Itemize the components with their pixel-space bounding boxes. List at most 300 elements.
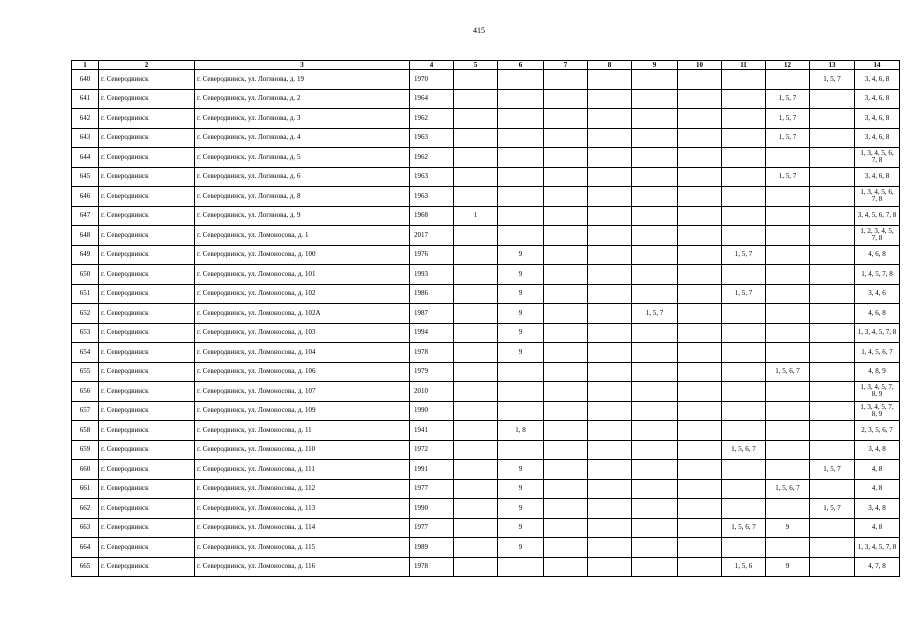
table-cell-col-1: 647 xyxy=(72,206,99,226)
table-cell-col-14: 1, 3, 4, 5, 7, 8 xyxy=(855,538,900,558)
table-cell-col-7 xyxy=(544,304,588,324)
table-cell-col-1: 663 xyxy=(72,518,99,538)
table-row xyxy=(72,128,900,148)
table-cell-col-13 xyxy=(810,343,855,363)
table-cell-col-3: г. Северодвинск, ул. Ломоносова, д. 111 xyxy=(195,460,410,480)
table-cell-col-6 xyxy=(498,401,544,421)
table-cell-col-10 xyxy=(678,206,722,226)
table-cell-col-4: 1994 xyxy=(410,323,454,343)
table-cell-col-14: 4, 6, 8 xyxy=(855,245,900,265)
table-cell-col-11 xyxy=(722,109,766,129)
table-row xyxy=(72,440,900,460)
table-cell-col-14: 4, 8 xyxy=(855,460,900,480)
table-cell-col-3: г. Северодвинск, ул. Ломоносова, д. 106 xyxy=(195,362,410,382)
table-cell-col-6 xyxy=(498,226,544,246)
table-cell-col-1: 651 xyxy=(72,284,99,304)
table-cell-col-1: 662 xyxy=(72,499,99,519)
table-cell-col-13 xyxy=(810,479,855,499)
table-cell-col-13 xyxy=(810,382,855,402)
table-cell-col-8 xyxy=(588,421,632,441)
table-cell-col-13 xyxy=(810,401,855,421)
table-row xyxy=(72,89,900,109)
table-cell-col-13 xyxy=(810,518,855,538)
table-cell-col-13 xyxy=(810,109,855,129)
table-cell-col-5 xyxy=(454,499,498,519)
table-cell-col-13 xyxy=(810,148,855,168)
table-cell-col-14: 4, 8 xyxy=(855,518,900,538)
table-cell-col-8 xyxy=(588,128,632,148)
table-cell-col-2: г. Северодвинск xyxy=(99,362,195,382)
table-cell-col-6 xyxy=(498,128,544,148)
table-cell-col-8 xyxy=(588,245,632,265)
table-cell-col-12: 1, 5, 6, 7 xyxy=(766,479,810,499)
table-cell-col-13 xyxy=(810,440,855,460)
table-cell-col-1: 649 xyxy=(72,245,99,265)
table-row xyxy=(72,167,900,187)
table-cell-col-1: 660 xyxy=(72,460,99,480)
table-row xyxy=(72,362,900,382)
table-cell-col-11 xyxy=(722,421,766,441)
table-cell-col-10 xyxy=(678,499,722,519)
table-cell-col-11 xyxy=(722,479,766,499)
table-cell-col-2: г. Северодвинск xyxy=(99,70,195,90)
table-cell-col-13 xyxy=(810,167,855,187)
table-cell-col-9 xyxy=(632,284,678,304)
table-cell-col-10 xyxy=(678,167,722,187)
table-cell-col-6 xyxy=(498,89,544,109)
table-cell-col-5 xyxy=(454,362,498,382)
table-cell-col-10 xyxy=(678,128,722,148)
table-cell-col-10 xyxy=(678,245,722,265)
table-cell-col-5 xyxy=(454,128,498,148)
table-cell-col-8 xyxy=(588,70,632,90)
table-cell-col-12 xyxy=(766,440,810,460)
table-cell-col-3: г. Северодвинск, ул. Ломоносова, д. 104 xyxy=(195,343,410,363)
table-cell-col-7 xyxy=(544,499,588,519)
table-cell-col-6 xyxy=(498,382,544,402)
table-cell-col-8 xyxy=(588,167,632,187)
table-cell-col-4: 1963 xyxy=(410,167,454,187)
table-cell-col-8 xyxy=(588,187,632,207)
table-cell-col-6 xyxy=(498,440,544,460)
table-cell-col-2: г. Северодвинск xyxy=(99,440,195,460)
table-cell-col-11 xyxy=(722,538,766,558)
table-cell-col-11 xyxy=(722,401,766,421)
table-cell-col-5 xyxy=(454,187,498,207)
table-cell-col-2: г. Северодвинск xyxy=(99,265,195,285)
table-cell-col-7 xyxy=(544,206,588,226)
table-cell-col-12 xyxy=(766,206,810,226)
table-cell-col-4: 2010 xyxy=(410,382,454,402)
table-cell-col-6 xyxy=(498,557,544,577)
table-row xyxy=(72,148,900,168)
table-cell-col-6: 9 xyxy=(498,265,544,285)
table-cell-col-14: 1, 3, 4, 5, 7, 8 xyxy=(855,323,900,343)
table-cell-col-14: 3, 4, 8 xyxy=(855,499,900,519)
table-cell-col-6 xyxy=(498,206,544,226)
table-cell-col-14: 3, 4, 6, 8 xyxy=(855,128,900,148)
table-cell-col-6: 9 xyxy=(498,245,544,265)
table-cell-col-8 xyxy=(588,362,632,382)
table-cell-col-10 xyxy=(678,187,722,207)
table-cell-col-9 xyxy=(632,343,678,363)
table-cell-col-5 xyxy=(454,265,498,285)
table-cell-col-10 xyxy=(678,70,722,90)
table-cell-col-3: г. Северодвинск, ул. Ломоносова, д. 101 xyxy=(195,265,410,285)
table-row xyxy=(72,421,900,441)
column-header-1: 1 xyxy=(72,61,99,70)
table-cell-col-1: 644 xyxy=(72,148,99,168)
column-header-12: 12 xyxy=(766,61,810,70)
table-row xyxy=(72,109,900,129)
table-cell-col-8 xyxy=(588,382,632,402)
table-cell-col-3: г. Северодвинск, ул. Логинова, д. 2 xyxy=(195,89,410,109)
table-cell-col-8 xyxy=(588,557,632,577)
table-cell-col-13 xyxy=(810,128,855,148)
table-cell-col-10 xyxy=(678,265,722,285)
table-cell-col-2: г. Северодвинск xyxy=(99,89,195,109)
table-cell-col-11 xyxy=(722,382,766,402)
table-cell-col-12 xyxy=(766,284,810,304)
table-cell-col-5 xyxy=(454,538,498,558)
table-cell-col-2: г. Северодвинск xyxy=(99,401,195,421)
table-row xyxy=(72,226,900,246)
table-row xyxy=(72,401,900,421)
table-cell-col-7 xyxy=(544,362,588,382)
table-cell-col-11 xyxy=(722,167,766,187)
table-cell-col-4: 1970 xyxy=(410,70,454,90)
table-cell-col-5 xyxy=(454,460,498,480)
table-cell-col-5 xyxy=(454,70,498,90)
table-cell-col-3: г. Северодвинск, ул. Логинова, д. 4 xyxy=(195,128,410,148)
table-cell-col-3: г. Северодвинск, ул. Ломоносова, д. 102А xyxy=(195,304,410,324)
table-cell-col-11 xyxy=(722,460,766,480)
table-cell-col-4: 1941 xyxy=(410,421,454,441)
table-cell-col-3: г. Северодвинск, ул. Ломоносова, д. 110 xyxy=(195,440,410,460)
column-header-5: 5 xyxy=(454,61,498,70)
table-cell-col-14: 4, 7, 8 xyxy=(855,557,900,577)
table-cell-col-13 xyxy=(810,265,855,285)
table-row xyxy=(72,70,900,90)
table-cell-col-12: 1, 5, 6, 7 xyxy=(766,362,810,382)
table-cell-col-6: 9 xyxy=(498,304,544,324)
table-row xyxy=(72,557,900,577)
table-cell-col-9 xyxy=(632,323,678,343)
table-cell-col-1: 654 xyxy=(72,343,99,363)
table-cell-col-12: 1, 5, 7 xyxy=(766,109,810,129)
table-cell-col-11: 1, 5, 7 xyxy=(722,245,766,265)
table-cell-col-4: 1990 xyxy=(410,401,454,421)
table-cell-col-11 xyxy=(722,70,766,90)
table-cell-col-12 xyxy=(766,499,810,519)
table-cell-col-3: г. Северодвинск, ул. Ломоносова, д. 113 xyxy=(195,499,410,519)
table-cell-col-13 xyxy=(810,206,855,226)
table-row xyxy=(72,304,900,324)
table-cell-col-7 xyxy=(544,343,588,363)
table-cell-col-14: 2, 3, 5, 6, 7 xyxy=(855,421,900,441)
table-cell-col-14: 3, 4, 6, 8 xyxy=(855,109,900,129)
table-cell-col-1: 640 xyxy=(72,70,99,90)
table-cell-col-10 xyxy=(678,518,722,538)
table-cell-col-8 xyxy=(588,206,632,226)
table-cell-col-12 xyxy=(766,401,810,421)
table-cell-col-3: г. Северодвинск, ул. Логинова, д. 19 xyxy=(195,70,410,90)
table-cell-col-7 xyxy=(544,167,588,187)
table-cell-col-13: 1, 5, 7 xyxy=(810,70,855,90)
table-cell-col-9 xyxy=(632,421,678,441)
table-cell-col-10 xyxy=(678,538,722,558)
table-cell-col-11: 1, 5, 6, 7 xyxy=(722,518,766,538)
column-header-13: 13 xyxy=(810,61,855,70)
table-cell-col-12 xyxy=(766,304,810,324)
table-cell-col-1: 643 xyxy=(72,128,99,148)
table-row xyxy=(72,382,900,402)
table-row xyxy=(72,187,900,207)
column-header-3: 3 xyxy=(195,61,410,70)
table-cell-col-14: 1, 2, 3, 4, 5, 7, 8 xyxy=(855,226,900,246)
table-cell-col-12 xyxy=(766,421,810,441)
table-cell-col-5 xyxy=(454,89,498,109)
table-cell-col-11 xyxy=(722,362,766,382)
table-cell-col-6: 1, 8 xyxy=(498,421,544,441)
table-cell-col-11 xyxy=(722,226,766,246)
table-cell-col-11 xyxy=(722,148,766,168)
table-cell-col-14: 3, 4, 6, 8 xyxy=(855,167,900,187)
table-cell-col-4: 1962 xyxy=(410,148,454,168)
table-cell-col-1: 646 xyxy=(72,187,99,207)
table-cell-col-11 xyxy=(722,343,766,363)
table-cell-col-14: 1, 3, 4, 5, 7, 8, 9 xyxy=(855,401,900,421)
table-cell-col-13 xyxy=(810,362,855,382)
table-cell-col-3: г. Северодвинск, ул. Ломоносова, д. 116 xyxy=(195,557,410,577)
table-cell-col-7 xyxy=(544,440,588,460)
table-cell-col-14: 3, 4, 8 xyxy=(855,440,900,460)
table-cell-col-4: 1968 xyxy=(410,206,454,226)
table-cell-col-13 xyxy=(810,226,855,246)
table-cell-col-5 xyxy=(454,440,498,460)
table-cell-col-4: 1977 xyxy=(410,518,454,538)
table-cell-col-13 xyxy=(810,557,855,577)
table-cell-col-3: г. Северодвинск, ул. Ломоносова, д. 103 xyxy=(195,323,410,343)
table-row xyxy=(72,460,900,480)
table-cell-col-9 xyxy=(632,440,678,460)
table-cell-col-11 xyxy=(722,499,766,519)
table-cell-col-1: 655 xyxy=(72,362,99,382)
table-cell-col-10 xyxy=(678,421,722,441)
table-cell-col-14: 3, 4, 6 xyxy=(855,284,900,304)
table-cell-col-11: 1, 5, 7 xyxy=(722,284,766,304)
table-cell-col-8 xyxy=(588,538,632,558)
column-header-14: 14 xyxy=(855,61,900,70)
table-row xyxy=(72,245,900,265)
table-cell-col-3: г. Северодвинск, ул. Ломоносова, д. 112 xyxy=(195,479,410,499)
table-cell-col-2: г. Северодвинск xyxy=(99,343,195,363)
table-cell-col-5 xyxy=(454,421,498,441)
table-cell-col-10 xyxy=(678,460,722,480)
table-cell-col-10 xyxy=(678,323,722,343)
table-cell-col-7 xyxy=(544,421,588,441)
table-cell-col-6 xyxy=(498,167,544,187)
table-cell-col-9 xyxy=(632,479,678,499)
table-cell-col-2: г. Северодвинск xyxy=(99,128,195,148)
table-cell-col-4: 1993 xyxy=(410,265,454,285)
table-row xyxy=(72,343,900,363)
table-cell-col-2: г. Северодвинск xyxy=(99,518,195,538)
header-row xyxy=(72,61,900,70)
table-cell-col-14: 4, 8, 9 xyxy=(855,362,900,382)
table-cell-col-6: 9 xyxy=(498,460,544,480)
table-cell-col-6: 9 xyxy=(498,284,544,304)
table-cell-col-1: 648 xyxy=(72,226,99,246)
table-cell-col-12 xyxy=(766,323,810,343)
table-cell-col-12 xyxy=(766,226,810,246)
table-cell-col-14: 4, 6, 8 xyxy=(855,304,900,324)
table-cell-col-4: 1989 xyxy=(410,538,454,558)
table-cell-col-7 xyxy=(544,226,588,246)
table-cell-col-5: 1 xyxy=(454,206,498,226)
table-cell-col-14: 1, 3, 4, 5, 7, 8, 9 xyxy=(855,382,900,402)
table-cell-col-9 xyxy=(632,557,678,577)
table-cell-col-6: 9 xyxy=(498,518,544,538)
table-body xyxy=(72,70,900,577)
table-cell-col-2: г. Северодвинск xyxy=(99,557,195,577)
table-cell-col-2: г. Северодвинск xyxy=(99,323,195,343)
table-cell-col-11 xyxy=(722,128,766,148)
table-cell-col-7 xyxy=(544,557,588,577)
table-cell-col-4: 1987 xyxy=(410,304,454,324)
table-cell-col-3: г. Северодвинск, ул. Логинова, д. 5 xyxy=(195,148,410,168)
table-cell-col-6: 9 xyxy=(498,538,544,558)
table-cell-col-1: 645 xyxy=(72,167,99,187)
table-cell-col-2: г. Северодвинск xyxy=(99,109,195,129)
table-cell-col-9 xyxy=(632,499,678,519)
table-cell-col-13 xyxy=(810,89,855,109)
table-cell-col-9 xyxy=(632,89,678,109)
table-cell-col-7 xyxy=(544,382,588,402)
table-cell-col-8 xyxy=(588,226,632,246)
table-cell-col-8 xyxy=(588,479,632,499)
table-cell-col-10 xyxy=(678,557,722,577)
table-cell-col-8 xyxy=(588,148,632,168)
table-row xyxy=(72,499,900,519)
table-cell-col-3: г. Северодвинск, ул. Логинова, д. 8 xyxy=(195,187,410,207)
page-number: 415 xyxy=(473,26,485,35)
table-cell-col-12 xyxy=(766,70,810,90)
table-cell-col-7 xyxy=(544,460,588,480)
table-cell-col-5 xyxy=(454,226,498,246)
table-cell-col-7 xyxy=(544,89,588,109)
table-cell-col-1: 657 xyxy=(72,401,99,421)
table-cell-col-5 xyxy=(454,245,498,265)
table-cell-col-10 xyxy=(678,343,722,363)
table-cell-col-11 xyxy=(722,265,766,285)
table-cell-col-2: г. Северодвинск xyxy=(99,167,195,187)
table-cell-col-14: 4, 8 xyxy=(855,479,900,499)
table-cell-col-8 xyxy=(588,460,632,480)
table-cell-col-9: 1, 5, 7 xyxy=(632,304,678,324)
table-cell-col-12: 9 xyxy=(766,557,810,577)
table-cell-col-7 xyxy=(544,479,588,499)
table-cell-col-13 xyxy=(810,323,855,343)
table-cell-col-4: 1986 xyxy=(410,284,454,304)
table-cell-col-6: 9 xyxy=(498,499,544,519)
table-cell-col-8 xyxy=(588,265,632,285)
table-cell-col-12 xyxy=(766,538,810,558)
table-cell-col-9 xyxy=(632,401,678,421)
table-cell-col-14: 3, 4, 5, 6, 7, 8 xyxy=(855,206,900,226)
table-cell-col-1: 641 xyxy=(72,89,99,109)
column-header-10: 10 xyxy=(678,61,722,70)
table-cell-col-11 xyxy=(722,187,766,207)
table-cell-col-11 xyxy=(722,89,766,109)
table-cell-col-11: 1, 5, 6 xyxy=(722,557,766,577)
table-cell-col-13: 1, 5, 7 xyxy=(810,460,855,480)
table-cell-col-9 xyxy=(632,362,678,382)
table-cell-col-6 xyxy=(498,187,544,207)
table-cell-col-2: г. Северодвинск xyxy=(99,245,195,265)
table-cell-col-2: г. Северодвинск xyxy=(99,206,195,226)
table-cell-col-1: 653 xyxy=(72,323,99,343)
table-cell-col-13: 1, 5, 7 xyxy=(810,499,855,519)
table-cell-col-13 xyxy=(810,245,855,265)
table-cell-col-2: г. Северодвинск xyxy=(99,187,195,207)
table-cell-col-7 xyxy=(544,148,588,168)
column-header-2: 2 xyxy=(99,61,195,70)
table-cell-col-5 xyxy=(454,284,498,304)
table-cell-col-2: г. Северодвинск xyxy=(99,284,195,304)
table-cell-col-4: 1963 xyxy=(410,128,454,148)
table-cell-col-5 xyxy=(454,109,498,129)
table-cell-col-11: 1, 5, 6, 7 xyxy=(722,440,766,460)
table-cell-col-7 xyxy=(544,109,588,129)
table-cell-col-11 xyxy=(722,323,766,343)
table-cell-col-14: 3, 4, 6, 8 xyxy=(855,70,900,90)
table-cell-col-5 xyxy=(454,323,498,343)
table-cell-col-10 xyxy=(678,382,722,402)
table-cell-col-7 xyxy=(544,284,588,304)
table-cell-col-5 xyxy=(454,518,498,538)
table-cell-col-9 xyxy=(632,206,678,226)
table-cell-col-13 xyxy=(810,538,855,558)
table-cell-col-5 xyxy=(454,148,498,168)
table-cell-col-7 xyxy=(544,518,588,538)
table-cell-col-1: 665 xyxy=(72,557,99,577)
table-cell-col-11 xyxy=(722,206,766,226)
table-cell-col-1: 650 xyxy=(72,265,99,285)
table-cell-col-10 xyxy=(678,148,722,168)
table-cell-col-14: 1, 4, 5, 6, 7 xyxy=(855,343,900,363)
table-cell-col-10 xyxy=(678,226,722,246)
table-cell-col-12: 1, 5, 7 xyxy=(766,167,810,187)
table-cell-col-13 xyxy=(810,187,855,207)
table-cell-col-9 xyxy=(632,109,678,129)
column-header-7: 7 xyxy=(544,61,588,70)
table-cell-col-2: г. Северодвинск xyxy=(99,538,195,558)
table-cell-col-4: 1978 xyxy=(410,557,454,577)
table-cell-col-2: г. Северодвинск xyxy=(99,499,195,519)
table-cell-col-3: г. Северодвинск, ул. Логинова, д. 6 xyxy=(195,167,410,187)
table-cell-col-8 xyxy=(588,518,632,538)
column-header-6: 6 xyxy=(498,61,544,70)
column-header-4: 4 xyxy=(410,61,454,70)
table-cell-col-3: г. Северодвинск, ул. Ломоносова, д. 109 xyxy=(195,401,410,421)
table-cell-col-1: 658 xyxy=(72,421,99,441)
table-cell-col-1: 661 xyxy=(72,479,99,499)
table-cell-col-10 xyxy=(678,304,722,324)
table-row xyxy=(72,518,900,538)
table-cell-col-7 xyxy=(544,245,588,265)
table-row xyxy=(72,265,900,285)
